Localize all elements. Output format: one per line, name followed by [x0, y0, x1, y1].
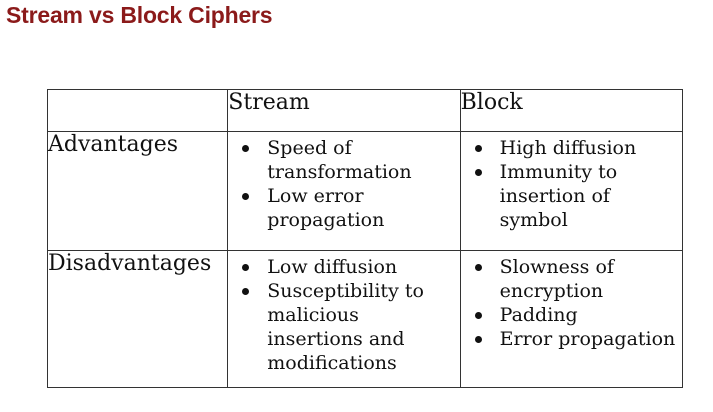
- list-item: Padding: [461, 303, 682, 327]
- list-item: Low diffusion: [228, 255, 459, 279]
- list-item: Low error propagation: [228, 184, 459, 232]
- header-cell-empty: [48, 90, 228, 132]
- table-row-advantages: [48, 132, 683, 251]
- bullet-icon: [242, 264, 249, 271]
- header-cell-stream: Stream: [228, 90, 460, 132]
- comparison-table: [47, 89, 683, 388]
- list-item: Speed of transformation: [228, 136, 459, 184]
- slide-title: Stream vs Block Ciphers: [6, 2, 273, 28]
- list-item: Immunity to insertion of symbol: [461, 160, 682, 232]
- advantages-block-list: [461, 132, 682, 232]
- bullet-icon: [242, 145, 249, 152]
- row-label-disadvantages: Disadvantages: [48, 251, 228, 388]
- header-cell-block: Block: [460, 90, 682, 132]
- advantages-block-cell: [460, 132, 682, 251]
- bullet-icon: [475, 336, 482, 343]
- advantages-stream-list: [228, 132, 459, 232]
- disadvantages-block-cell: [460, 251, 682, 388]
- bullet-icon: [475, 312, 482, 319]
- disadvantages-block-list: [461, 251, 682, 351]
- list-item: High diffusion: [461, 136, 682, 160]
- bullet-icon: [475, 145, 482, 152]
- list-item: Slowness of encryption: [461, 255, 682, 303]
- list-item: Susceptibility to malicious insertions and modifications: [228, 279, 459, 375]
- disadvantages-stream-cell: [228, 251, 460, 388]
- table-row-disadvantages: [48, 251, 683, 388]
- bullet-icon: [475, 169, 482, 176]
- bullet-icon: [242, 288, 249, 295]
- advantages-stream-cell: [228, 132, 460, 251]
- row-label-advantages: Advantages: [48, 132, 228, 251]
- disadvantages-stream-list: [228, 251, 459, 375]
- table-header-row: [48, 90, 683, 132]
- bullet-icon: [475, 264, 482, 271]
- bullet-icon: [242, 193, 249, 200]
- list-item: Error propagation: [461, 327, 682, 351]
